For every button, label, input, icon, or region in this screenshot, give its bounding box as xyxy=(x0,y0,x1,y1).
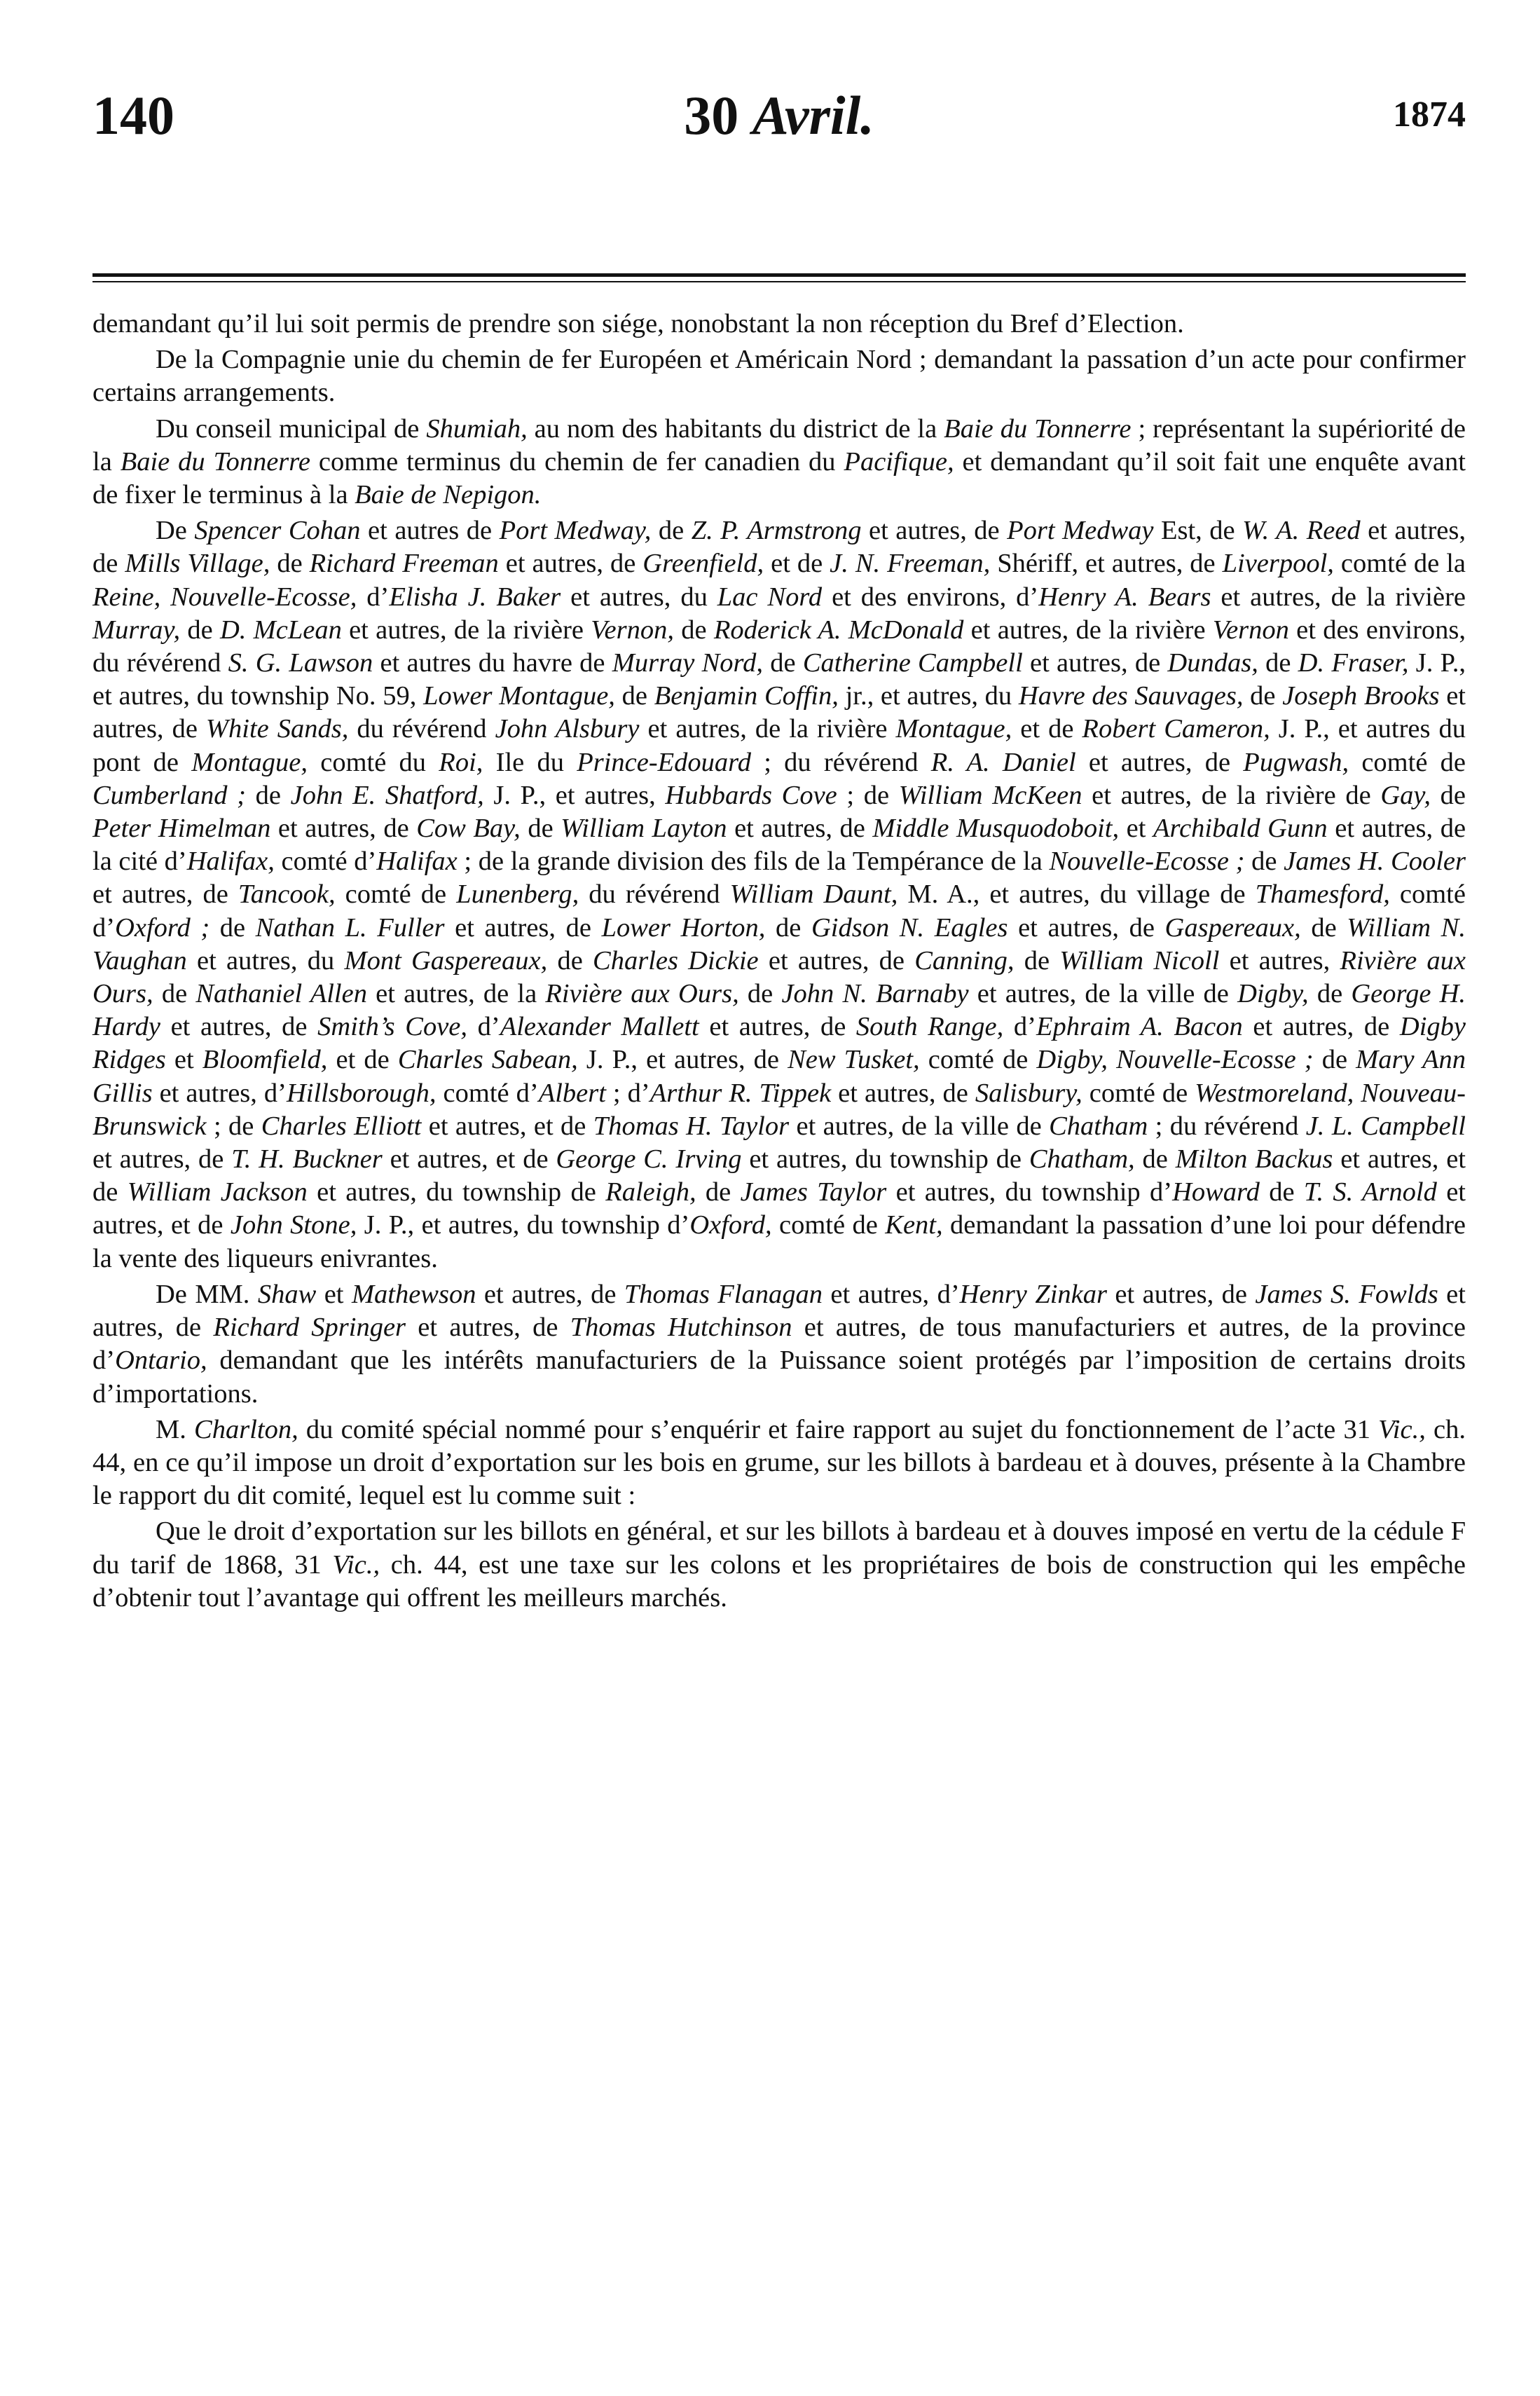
italic-run: Port Medway xyxy=(1007,516,1154,546)
text-run: et autres, de xyxy=(92,1279,1466,1343)
italic-run: R. A. Daniel xyxy=(930,747,1076,777)
italic-run: Nathaniel Allen xyxy=(195,979,367,1009)
italic-run: Westmoreland, Nouveau-Brunswick xyxy=(92,1078,1466,1141)
italic-run: New Tusket, xyxy=(788,1045,920,1075)
text-run: et xyxy=(316,1279,352,1309)
italic-run: Oxford ; xyxy=(115,912,210,943)
text-run: et autres, de xyxy=(444,912,602,943)
page-number: 140 xyxy=(92,85,174,146)
text-run: et autres, de xyxy=(1008,912,1165,943)
italic-run: William Nicoll xyxy=(1059,945,1220,975)
italic-run: Chatham, xyxy=(1029,1144,1135,1175)
text-run: J. P., et autres, du township No. 59, xyxy=(92,648,1466,711)
text-run: M. A., et autres, du village de xyxy=(898,879,1256,910)
italic-run: Cow Bay, xyxy=(416,814,521,844)
italic-run: Catherine Campbell xyxy=(802,648,1023,678)
italic-run: Hubbards Cove xyxy=(665,780,837,810)
italic-run: Archibald Gunn xyxy=(1153,814,1328,844)
italic-run: Port Medway, xyxy=(499,516,652,546)
italic-run: Gidson N. Eagles xyxy=(811,912,1008,943)
italic-run: Charles Dickie xyxy=(593,945,759,975)
text-run: et autres, et de xyxy=(421,1111,593,1141)
text-run: de xyxy=(614,681,654,711)
text-run: comté de xyxy=(1082,1078,1195,1108)
italic-run: Digby, Nouvelle-Ecosse ; xyxy=(1036,1045,1314,1075)
italic-run: John N. Barnaby xyxy=(781,979,969,1009)
text-run: et autres, de la cité d’ xyxy=(92,814,1466,877)
text-run: comté d’ xyxy=(92,879,1466,943)
header-rule-thin xyxy=(92,281,1466,282)
text-run: de xyxy=(1134,1144,1176,1175)
italic-run: William Daunt, xyxy=(729,879,898,910)
text-run: ch. 44, est une taxe sur les colons et les propriétaires de bois de construction qui les empêche d’obtenir tout l’avantage qui offrent les meilleurs marchés. xyxy=(92,1549,1466,1613)
text-run: de xyxy=(180,615,220,645)
italic-run: Vernon xyxy=(1212,615,1289,645)
italic-run: S. G. Lawson xyxy=(228,648,373,678)
text-run: et autres, de xyxy=(406,1313,570,1343)
italic-run: Elisha J. Baker xyxy=(389,582,561,612)
text-run: de xyxy=(1313,1045,1356,1075)
text-run: et autres, de xyxy=(758,945,915,975)
italic-run: Cumberland ; xyxy=(92,780,246,810)
text-run: comté de xyxy=(919,1045,1037,1075)
italic-run: Roderick A. McDonald xyxy=(713,615,964,645)
italic-run: Charlton, xyxy=(194,1414,298,1444)
italic-run: Smith’s Cove, xyxy=(317,1012,468,1042)
text-run: Est, de xyxy=(1153,516,1243,546)
italic-run: John Stone, xyxy=(230,1210,357,1240)
text-run: de xyxy=(520,814,561,844)
italic-run: Howard xyxy=(1172,1177,1260,1207)
italic-run: Spencer Cohan xyxy=(194,516,361,546)
text-run: et demandant qu’il soit fait une enquête avant de fixer le terminus à la xyxy=(92,446,1466,510)
text-run: ch. 44, en ce qu’il impose un droit d’exportation sur les bois en grume, sur les billots à bardeau et à douves, présente à la Chambre le rapport du dit comité, lequel est lu comme suit : xyxy=(92,1414,1466,1511)
text-run: et autres, du township de xyxy=(307,1177,606,1207)
text-run: de xyxy=(651,516,692,546)
italic-run: Mills Village, xyxy=(125,549,270,579)
text-run: comté de xyxy=(771,1210,886,1240)
text-run: et autres du havre de xyxy=(373,648,612,678)
header-date xyxy=(92,84,1466,147)
italic-run: Joseph Brooks xyxy=(1282,681,1440,711)
italic-run: Tancook, xyxy=(238,879,336,910)
text-run: de xyxy=(245,780,291,810)
text-run: ; de xyxy=(206,1111,261,1141)
text-run: et xyxy=(1119,814,1154,844)
italic-run: Nathan L. Fuller xyxy=(255,912,445,943)
text-run: et autres, de xyxy=(92,879,238,910)
text-run: de xyxy=(1244,847,1284,877)
paragraph xyxy=(92,1515,1466,1615)
text-run: de xyxy=(547,945,593,975)
text-run: et autres, xyxy=(1219,945,1340,975)
text-run: et des environs, du révérend xyxy=(92,615,1466,678)
italic-run: Roi, xyxy=(439,747,483,777)
text-run: et autres de xyxy=(360,516,500,546)
text-run: demandant que les intérêts manufacturiers de la Puissance soient protégés par l’imposition de certains droits d’importations. xyxy=(92,1346,1466,1409)
italic-run: Milton Backus xyxy=(1175,1144,1333,1175)
italic-run: Lunenberg, xyxy=(456,879,579,910)
italic-run: Oxford, xyxy=(689,1210,772,1240)
text-run: et autres, de la rivière xyxy=(963,615,1213,645)
italic-run: Henry Zinkar xyxy=(959,1279,1107,1309)
italic-run: Pugwash, xyxy=(1243,747,1349,777)
text-run: de xyxy=(1243,681,1283,711)
paragraph xyxy=(92,1413,1466,1513)
paragraph xyxy=(92,514,1466,1275)
text-run: de xyxy=(1014,945,1060,975)
text-run: ; du révérend xyxy=(1148,1111,1306,1141)
text-run: et autres, de xyxy=(92,1144,232,1175)
text-run: et autres, de xyxy=(1075,747,1244,777)
italic-run: Greenfield, xyxy=(642,549,764,579)
text-run: et autres, du xyxy=(186,945,345,975)
text-run: et autres, de xyxy=(861,516,1008,546)
text-run: et autres, de xyxy=(727,814,873,844)
italic-run: Benjamin Coffin, xyxy=(654,681,839,711)
text-run: d’ xyxy=(1003,1012,1036,1042)
italic-run: Digby Ridges xyxy=(92,1012,1466,1075)
text-run: d’ xyxy=(357,582,390,612)
italic-run: Chatham xyxy=(1049,1111,1148,1141)
italic-run: Peter Himelman xyxy=(92,814,271,844)
text-run: ; d’ xyxy=(605,1078,650,1108)
italic-run: Vic., xyxy=(1378,1414,1426,1444)
italic-run: Alexander Mallett xyxy=(500,1012,699,1042)
text-run: De xyxy=(156,516,195,546)
text-run: demandant la passation d’une loi pour défendre la vente des liqueurs enivrantes. xyxy=(92,1210,1466,1273)
italic-run: Thamesford, xyxy=(1255,879,1390,910)
italic-run: J. N. Freeman, xyxy=(830,549,991,579)
text-run: du comité spécial nommé pour s’enquérir et faire rapport au sujet du fonctionnement de l’acte 31 xyxy=(298,1414,1379,1444)
italic-run: Richard Freeman xyxy=(309,549,499,579)
text-run: comté de la xyxy=(1333,549,1466,579)
text-run: et autres, de xyxy=(498,549,643,579)
text-run: de xyxy=(1300,912,1347,943)
italic-run: Digby, xyxy=(1237,979,1309,1009)
italic-run: Halifax, xyxy=(186,847,275,877)
text-run: de xyxy=(1308,979,1352,1009)
italic-run: Rivière aux Ours, xyxy=(545,979,739,1009)
italic-run: Shumiah, xyxy=(426,413,528,444)
italic-run: Rivière aux Ours, xyxy=(92,945,1466,1009)
text-run: ; de la grande division des fils de la Tempérance de la xyxy=(457,847,1050,877)
text-run: de xyxy=(153,979,196,1009)
text-run: et autres, de la rivière xyxy=(639,714,896,744)
header-year: 1874 xyxy=(1393,95,1466,135)
text-run: de xyxy=(209,912,256,943)
text-run: comté de xyxy=(335,879,457,910)
text-run: de xyxy=(270,549,310,579)
text-run: ; du révérend xyxy=(750,747,931,777)
paragraph xyxy=(92,308,1466,341)
italic-run: Vic., xyxy=(332,1549,380,1580)
paragraph xyxy=(92,1278,1466,1411)
italic-run: Havre des Sauvages, xyxy=(1018,681,1244,711)
italic-run: South Range, xyxy=(855,1012,1004,1042)
italic-run: Baie du Tonnerre xyxy=(120,446,310,477)
italic-run: Mont Gaspereaux, xyxy=(344,945,548,975)
italic-run: George C. Irving xyxy=(556,1144,742,1175)
italic-run: James S. Fowlds xyxy=(1255,1279,1438,1309)
italic-run: Mathewson xyxy=(351,1279,476,1309)
italic-run: Murray, xyxy=(92,615,181,645)
document-page xyxy=(92,84,1466,1617)
italic-run: White Sands, xyxy=(205,714,349,744)
italic-run: Lower Montague, xyxy=(423,681,615,711)
text-run: et autres, du township d’ xyxy=(886,1177,1173,1207)
text-run: d’ xyxy=(467,1012,500,1042)
italic-run: Pacifique, xyxy=(844,446,954,477)
italic-run: Hillsborough, xyxy=(286,1078,436,1108)
text-run: comme terminus du chemin de fer canadien du xyxy=(310,446,844,477)
text-run: Du conseil municipal de xyxy=(156,413,427,444)
text-run: Ile du xyxy=(483,747,577,777)
italic-run: Baie du Tonnerre xyxy=(944,413,1132,444)
italic-run: Canning, xyxy=(914,945,1015,975)
text-run: comté d’ xyxy=(436,1078,539,1108)
italic-run: Bloomfield, xyxy=(202,1045,328,1075)
italic-run: Baie de Nepigon. xyxy=(355,480,542,510)
text-run: et autres, du township de xyxy=(741,1144,1029,1175)
text-run: et autres, de la xyxy=(366,979,546,1009)
italic-run: John Alsbury xyxy=(495,714,640,744)
text-run: et autres, de xyxy=(1107,1279,1256,1309)
italic-run: Reine, Nouvelle-Ecosse, xyxy=(92,582,357,612)
italic-run: Raleigh, xyxy=(605,1177,696,1207)
italic-run: Robert Cameron, xyxy=(1082,714,1270,744)
text-run: de xyxy=(673,615,714,645)
text-run: M. xyxy=(156,1414,195,1444)
text-run: de xyxy=(763,648,803,678)
text-run: Que le droit d’exportation sur les billots en général, et sur les billots à bardeau et à douves imposé en vertu de la cédule F du tarif de 1868, 31 xyxy=(92,1517,1466,1580)
italic-run: Lower Horton, xyxy=(601,912,766,943)
page-header xyxy=(92,84,1466,161)
text-run: et autres, de xyxy=(699,1012,856,1042)
text-run: Shériff, et autres, de xyxy=(990,549,1223,579)
header-rule-thick xyxy=(92,273,1466,277)
italic-run: James Taylor xyxy=(740,1177,887,1207)
text-run: et autres, de la ville de xyxy=(968,979,1238,1009)
text-run: comté du xyxy=(308,747,439,777)
italic-run: D. Fraser, xyxy=(1298,648,1409,678)
header-date-day: 30 xyxy=(684,85,739,146)
paragraph xyxy=(92,343,1466,409)
text-run: du révérend xyxy=(579,879,730,910)
text-run: et xyxy=(165,1045,202,1075)
italic-run: Thomas H. Taylor xyxy=(593,1111,790,1141)
italic-run: Henry A. Bears xyxy=(1038,582,1211,612)
body-text xyxy=(92,308,1466,1615)
italic-run: William McKeen xyxy=(898,780,1082,810)
italic-run: J. L. Campbell xyxy=(1305,1111,1466,1141)
italic-run: Montague, xyxy=(191,747,308,777)
text-run: de xyxy=(696,1177,741,1207)
text-run: et autres, de xyxy=(1022,648,1168,678)
italic-run: Arthur R. Tippek xyxy=(649,1078,832,1108)
italic-run: Thomas Flanagan xyxy=(624,1279,823,1309)
text-run: ; représentant la supériorité de la xyxy=(92,413,1466,477)
italic-run: Vernon, xyxy=(591,615,674,645)
italic-run: Thomas Hutchinson xyxy=(570,1313,792,1343)
text-run: et autres, de xyxy=(1242,1012,1400,1042)
italic-run: Dundas, xyxy=(1167,648,1258,678)
paragraph xyxy=(92,413,1466,512)
italic-run: William N. Vaughan xyxy=(92,912,1466,975)
italic-run: Mary Ann Gillis xyxy=(92,1045,1466,1108)
text-run: du révérend xyxy=(348,714,495,744)
text-run: au nom des habitants du district de la xyxy=(527,413,944,444)
italic-run: T. H. Buckner xyxy=(231,1144,383,1175)
italic-run: Z. P. Armstrong xyxy=(691,516,862,546)
italic-run: Gaspereaux, xyxy=(1164,912,1301,943)
text-run: et des environs, d’ xyxy=(822,582,1039,612)
italic-run: Richard Springer xyxy=(213,1313,406,1343)
italic-run: James H. Cooler xyxy=(1284,847,1466,877)
text-run: et de xyxy=(764,549,830,579)
text-run: de xyxy=(1259,1177,1304,1207)
italic-run: Middle Musquodoboit, xyxy=(872,814,1120,844)
italic-run: William Jackson xyxy=(127,1177,308,1207)
text-run: et autres, et de xyxy=(92,1144,1466,1207)
italic-run: Salisbury, xyxy=(975,1078,1082,1108)
italic-run: T. S. Arnold xyxy=(1303,1177,1437,1207)
italic-run: Charles Sabean, xyxy=(397,1045,578,1075)
text-run: et autres, d’ xyxy=(822,1279,960,1309)
text-run: et autres, de tous manufacturiers et autres, de la province d’ xyxy=(92,1313,1466,1376)
text-run: et autres, de xyxy=(92,681,1466,744)
text-run: et de xyxy=(327,1045,398,1075)
header-date-month: Avril. xyxy=(752,85,874,146)
text-run: De MM. xyxy=(156,1279,258,1309)
text-run: et de xyxy=(1012,714,1082,744)
text-run: J. P., et autres, xyxy=(483,780,666,810)
text-run: et autres, de xyxy=(270,814,417,844)
italic-run: Montague, xyxy=(895,714,1012,744)
italic-run: Ephraim A. Bacon xyxy=(1036,1012,1243,1042)
italic-run: Liverpool, xyxy=(1222,549,1334,579)
text-run: et autres, de xyxy=(831,1078,975,1108)
text-run: et autres, de la ville de xyxy=(789,1111,1050,1141)
text-run: et autres, d’ xyxy=(152,1078,287,1108)
italic-run: John E. Shatford, xyxy=(290,780,484,810)
text-run: et autres, de xyxy=(476,1279,624,1309)
italic-run: Lac Nord xyxy=(717,582,823,612)
text-run: J. P., et autres du pont de xyxy=(92,714,1466,777)
italic-run: Charles Elliott xyxy=(261,1111,422,1141)
text-run: et autres, de la rivière xyxy=(1211,582,1466,612)
italic-run: William Layton xyxy=(561,814,727,844)
text-run: et autres, de la rivière de xyxy=(1082,780,1381,810)
text-run: de xyxy=(738,979,782,1009)
italic-run: Kent, xyxy=(885,1210,943,1240)
italic-run: Ontario, xyxy=(115,1346,207,1376)
italic-run: Murray Nord, xyxy=(612,648,763,678)
italic-run: Albert xyxy=(538,1078,606,1108)
text-run: ; de xyxy=(837,780,899,810)
text-run: de xyxy=(1431,780,1466,810)
text-run: et autres, de xyxy=(92,516,1466,579)
text-run: comté de xyxy=(1349,747,1466,777)
text-run: de xyxy=(765,912,811,943)
text-run: comté d’ xyxy=(274,847,377,877)
text-run: J. P., et autres, de xyxy=(577,1045,788,1075)
italic-run: George H. Hardy xyxy=(92,979,1466,1042)
text-run: demandant qu’il lui soit permis de prendre son siége, nonobstant la non réception du Bref d’Election. xyxy=(92,309,1184,338)
text-run: de xyxy=(1258,648,1298,678)
text-run: De la Compagnie unie du chemin de fer Européen et Américain Nord ; demandant la passation d’un acte pour confirmer certains arrangements. xyxy=(92,345,1466,408)
text-run: et autres, de la rivière xyxy=(341,615,591,645)
text-run: et autres, de xyxy=(160,1012,318,1042)
italic-run: W. A. Reed xyxy=(1242,516,1361,546)
italic-run: Nouvelle-Ecosse ; xyxy=(1049,847,1245,877)
italic-run: D. McLean xyxy=(219,615,342,645)
italic-run: Gay, xyxy=(1380,780,1431,810)
italic-run: Halifax xyxy=(376,847,458,877)
italic-run: Prince-Edouard xyxy=(577,747,751,777)
text-run: et autres, et de xyxy=(382,1144,556,1175)
text-run: et autres, et de xyxy=(92,1177,1466,1240)
italic-run: Shaw xyxy=(257,1279,317,1309)
text-run: et autres, du xyxy=(561,582,717,612)
text-run: J. P., et autres, du township d’ xyxy=(357,1210,690,1240)
text-run: jr., et autres, du xyxy=(838,681,1019,711)
